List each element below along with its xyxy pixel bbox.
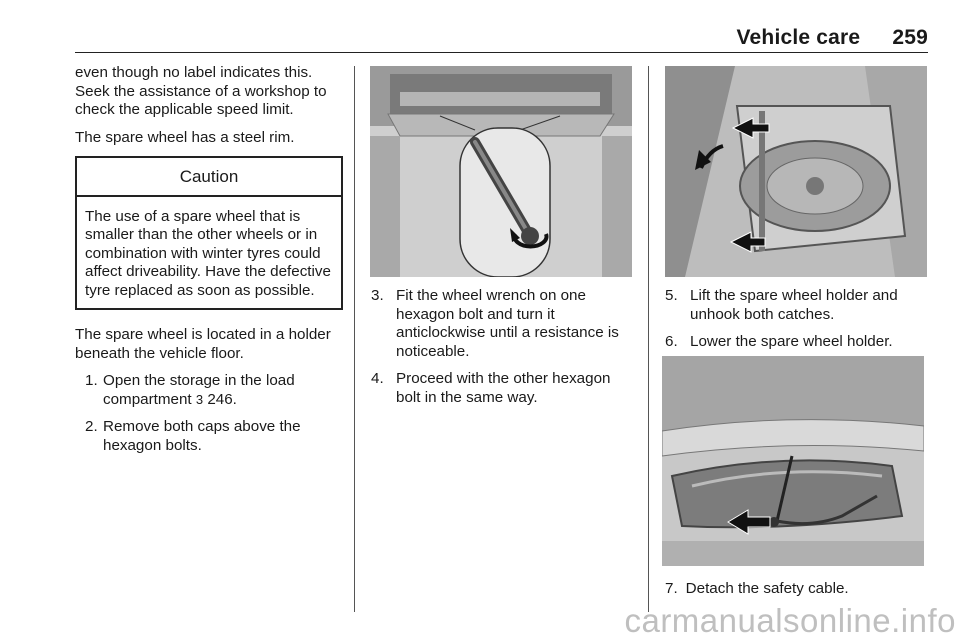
step-number: 6. (665, 333, 678, 350)
step-item (665, 287, 927, 324)
step-text: Remove both caps above the hexagon bolts. (103, 418, 301, 454)
step-number: 4. (371, 370, 384, 387)
step-number: 5. (665, 287, 678, 304)
safety-cable-illustration (662, 356, 924, 566)
step-text: Lower the spare wheel holder. (690, 333, 893, 350)
column-1 (75, 64, 343, 464)
steel-rim-paragraph: The spare wheel has a steel rim. (75, 128, 295, 146)
step-item (75, 372, 343, 409)
location-paragraph: The spare wheel is located in a holder beneath the vehicle floor. (75, 326, 331, 362)
section-title: Vehicle care (736, 26, 861, 49)
step-text: Fit the wheel wrench on one hexagon bolt and turn it anticlockwise until a resistance is noticeable. (396, 287, 619, 360)
caution-body: The use of a spare wheel that is smaller than the other wheels or in combination with winter tyres could affect driveability. Have the defective tyre replaced as soon as possible. (85, 207, 331, 299)
step-text: Detach the safety cable. (685, 580, 849, 597)
step-item (665, 580, 849, 597)
step-item (371, 370, 635, 407)
step-text: Proceed with the other hexagon bolt in the same way. (396, 370, 611, 406)
watermark: carmanualsonline.info (624, 602, 956, 639)
spare-wheel-holder-illustration (665, 66, 927, 277)
wheel-wrench-illustration (370, 66, 632, 277)
caution-title: Caution (77, 158, 341, 197)
page-reference[interactable]: 246. (203, 390, 237, 408)
step-number: 2. (85, 418, 98, 435)
step-item (371, 287, 635, 361)
step-item (665, 333, 927, 352)
step-item (75, 418, 343, 455)
step-number: 3. (371, 287, 384, 304)
steps-list-1 (75, 372, 343, 455)
header-divider (75, 52, 928, 53)
step-number: 1. (85, 372, 98, 389)
caution-box (75, 156, 343, 310)
page-number: 259 (892, 26, 928, 49)
steps-list-3 (665, 287, 927, 352)
continued-paragraph: even though no label indicates this. Seek the assistance of a workshop to check the applicable speed limit. (75, 64, 327, 118)
column-divider-1 (354, 66, 355, 612)
steps-list-2 (371, 287, 635, 407)
column-3 (665, 287, 927, 361)
column-2 (371, 287, 635, 416)
page-reference-icon[interactable]: 3 (195, 391, 204, 407)
step-number: 7. (665, 580, 678, 597)
page-header (736, 26, 928, 50)
step-text: Open the storage in the load compartment (103, 372, 295, 408)
column-divider-2 (648, 66, 649, 612)
step-text: Lift the spare wheel holder and unhook both catches. (690, 287, 898, 323)
